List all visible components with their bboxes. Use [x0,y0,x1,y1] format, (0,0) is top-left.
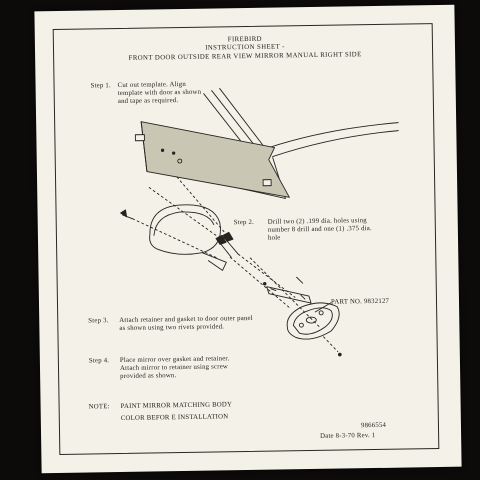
template-shape [135,119,289,199]
part-number-leader [315,303,331,312]
gasket-drawing [287,303,340,340]
step-3-line-1: Attach retainer and gasket to door outer panel [119,314,253,325]
step-4-line-3: provided as shown. [120,372,177,381]
installation-illustration [34,5,461,474]
step-4-line-2: Attach mirror to retainer using screw [119,363,229,373]
step-1-line-1: Cut out template. Align [117,80,187,90]
step-4-line-1: Place mirror over gasket and retainer. [119,355,230,365]
note-line-1: PAINT MIRROR MATCHING BODY [120,401,233,411]
note-line-2: COLOR BEFOR E INSTALLATION [120,413,229,423]
instruction-sheet [34,5,461,474]
step-2-line-2: number 8 drill and one (1) .375 dia. [267,225,372,234]
sheet-description: FRONT DOOR OUTSIDE REAR VIEW MIRROR MANUAL RIGHT SIDE [128,51,362,62]
step-3-line-2: as shown using two rivets provided. [119,323,225,333]
sheet-subtitle: INSTRUCTION SHEET - [205,43,285,52]
small-screw [338,353,341,356]
assembly-lines [149,175,338,355]
step-2-line-1: Drill two (2) .199 dia. holes using [267,217,367,226]
step-3-label: Step 3. [88,317,109,325]
step-2-label: Step 2. [233,218,255,227]
mirror-head-drawing [149,204,226,271]
revision-date: Date 8-3-70 Rev. 1 [320,432,376,440]
step-2-line-3: hole [267,234,281,242]
step-1-line-2: template with door as shown [117,88,202,98]
note-label: NOTE: [88,403,110,411]
part-number: PART NO. 9832127 [330,297,390,306]
step-4-label: Step 4. [88,357,110,365]
sheet-title: FIREBIRD [227,35,262,44]
step-1-line-3: and tape as required. [117,97,179,106]
step-1-label: Step 1. [90,82,111,90]
document-number: 9866554 [360,421,387,430]
rivets-drawing [216,232,238,257]
retainer-drawing [263,277,311,304]
